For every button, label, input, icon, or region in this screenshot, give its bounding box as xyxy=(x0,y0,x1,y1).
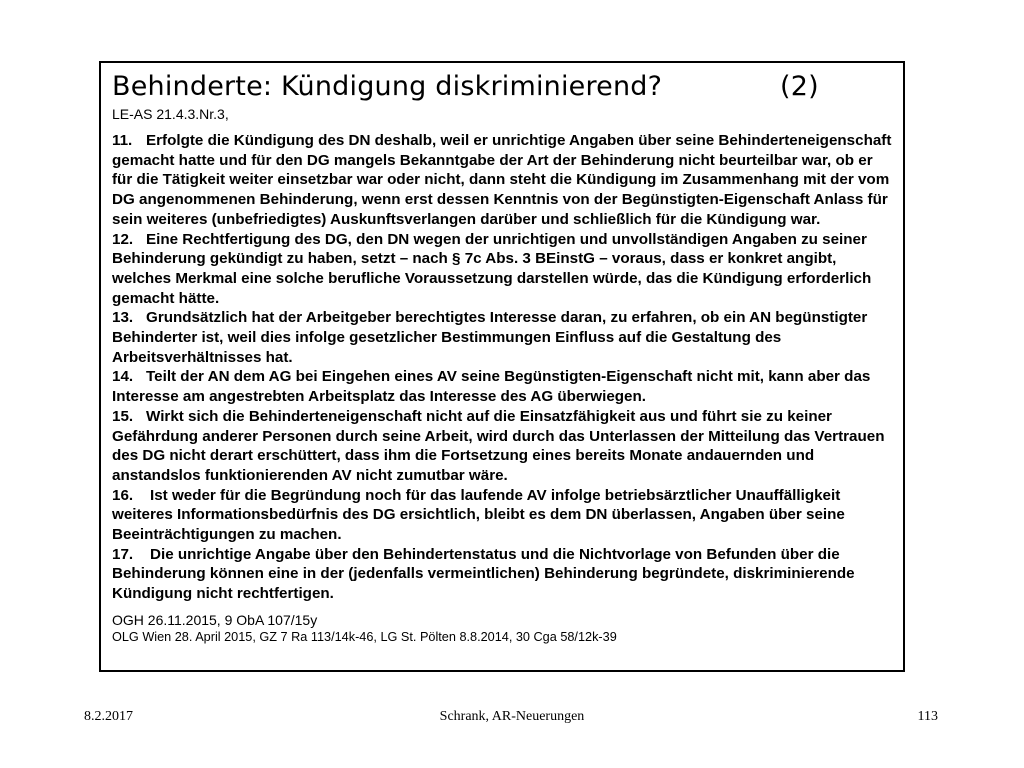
paragraph-number: 11. xyxy=(112,132,133,149)
citation-olg: OLG Wien 28. April 2015, GZ 7 Ra 113/14k-46, LG St. Pölten 8.8.2014, 30 Cga 58/12k-39 xyxy=(112,629,617,644)
paragraph-text: Ist weder für die Begründung noch für das laufende AV infolge betriebsärztlicher Unauffälligkeit weiteres Informationsbedürfnis des DG ersichtlich, bleibt es dem DN überlassen, Angaben über seine Beeinträchtigungen zu machen. xyxy=(112,486,845,544)
paragraph-11 xyxy=(112,131,893,230)
paragraph-list xyxy=(112,131,893,604)
citations xyxy=(112,611,893,646)
citation-ogh: OGH 26.11.2015, 9 ObA 107/15y xyxy=(112,611,318,628)
paragraph-16 xyxy=(112,486,893,545)
footer-date: 8.2.2017 xyxy=(84,709,133,724)
paragraph-number: 13. xyxy=(112,309,134,327)
paragraph-17 xyxy=(112,545,893,604)
paragraph-text: Erfolgte die Kündigung des DN deshalb, weil er unrichtige Angaben über seine Behinderteneigenschaft gemacht hatte und für den DG mangels Bekanntgabe der Art der Behinderung nicht beurteilbar war, ob er für die Tätigkeit weiter einsetzbar war oder nicht, dann steht die Kündigung im Zusammenhang mit der vom DG angenommenen Behinderung, wenn erst dessen Kenntnis von der Begünstigten-Eigenschaft Anlass für sein weiteres (unbefriedigtes) Auskunftsverlangen darüber und schließlich für die Kündigung war. xyxy=(112,132,892,228)
paragraph-15 xyxy=(112,407,893,486)
paragraph-13 xyxy=(112,308,893,367)
paragraph-number: 15. xyxy=(112,407,134,425)
page-number: 113 xyxy=(917,709,938,724)
paragraph-number: 17. xyxy=(112,545,134,563)
paragraph-text: Eine Rechtfertigung des DG, den DN wegen der unrichtigen und unvollständigen Angaben zu seiner Behinderung gekündigt zu haben, setzt – nach § 7c Abs. 3 BEinstG – voraus, dass er konkret angibt, welches Merkmal eine solche berufliche Voraussetzung darstellen würde, das die Kündigung erforderlich gemacht hätte. xyxy=(112,230,872,307)
paragraph-text: Teilt der AN dem AG bei Eingehen eines AV seine Begünstigten-Eigenschaft nicht mit, kann aber das Interesse am angestrebten Arbeitsplatz das Interesse des AG überwiegen. xyxy=(112,368,871,406)
paragraph-text: Die unrichtige Angabe über den Behindertenstatus und die Nichtvorlage von Befunden über die Behinderung können eine in der (jedenfalls vermeintlichen) Behinderung begründete, diskriminierende Kündigung nicht rechtfertigen. xyxy=(112,545,855,603)
paragraph-number: 16. xyxy=(112,486,134,504)
paragraph-14 xyxy=(112,367,893,406)
slide-content-box xyxy=(99,61,905,672)
slide-title-row xyxy=(112,69,893,105)
paragraph-number: 14. xyxy=(112,368,134,386)
source-reference: LE-AS 21.4.3.Nr.3, xyxy=(112,106,229,122)
paragraph-number: 12. xyxy=(112,230,134,248)
slide-title: Behinderte: Kündigung diskriminierend? xyxy=(112,71,663,102)
paragraph-12 xyxy=(112,230,893,309)
slide-title-number: (2) xyxy=(780,71,819,102)
paragraph-text: Wirkt sich die Behinderteneigenschaft nicht auf die Einsatzfähigkeit aus und führt sie zu keiner Gefährdung anderer Personen durch seine Arbeit, wird durch das Unterlassen der Mitteilung das Vertrauen des DG nicht derart erschüttert, dass ihm die Fortsetzung eines bereits Monate andauernden und anstandslos funktionierenden AV nicht zumutbar wäre. xyxy=(112,407,885,484)
paragraph-text: Grundsätzlich hat der Arbeitgeber berechtigtes Interesse daran, zu erfahren, ob ein AN begünstigter Behinderter ist, weil dies infolge gesetzlicher Bestimmungen Einfluss auf die Gestaltung des Arbeitsverhältnisses hat. xyxy=(112,309,868,366)
slide-footer xyxy=(0,707,1024,727)
footer-title: Schrank, AR-Neuerungen xyxy=(439,709,585,724)
